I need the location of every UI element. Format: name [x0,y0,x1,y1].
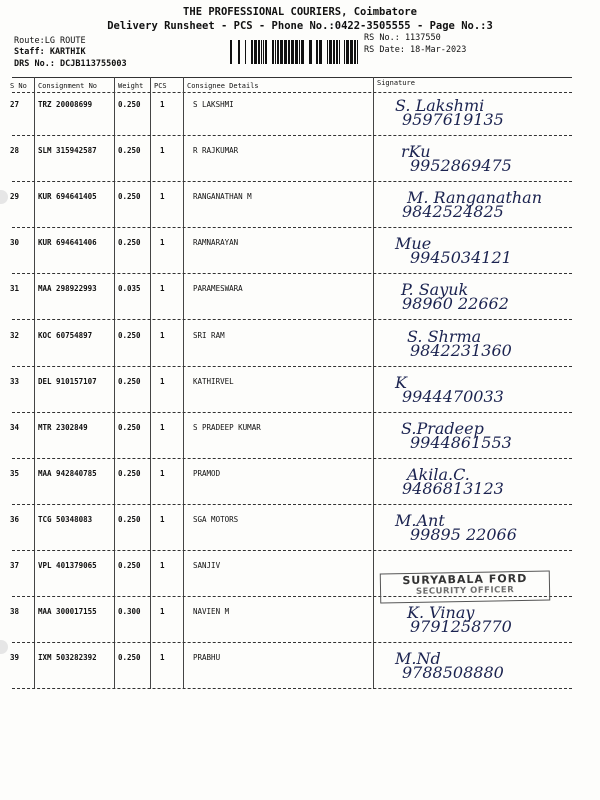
row-pcs: 1 [160,238,165,248]
row-consignee: SRI RAM [193,330,225,340]
row-signature-name: S. Shrma [407,326,482,346]
barcode-bar [284,40,287,64]
col-header-signature: Signature [377,79,415,87]
row-pcs: 1 [160,376,165,386]
row-consignment-no: TRZ 20008699 [38,100,93,109]
row-sno: 34 [10,422,20,432]
row-divider [12,366,572,367]
row-signature-name: Mue [395,234,432,254]
row-consignee: S LAKSHMI [193,100,234,109]
row-sno: 36 [10,514,20,524]
barcode-bar [316,40,318,64]
stamp-line1: SURYABALA FORD [402,571,528,588]
row-divider [12,688,572,689]
row-consignment-no: MAA 298922993 [38,284,97,294]
row-consignee: PARAMESWARA [193,284,243,294]
barcode-bar [251,40,253,64]
row-signature-phone: 99895 22066 [410,524,517,544]
row-sno: 29 [10,192,20,202]
punch-hole [0,190,8,204]
barcode-bar [277,40,279,64]
row-consignee: PRABHU [193,653,221,663]
drs-number: DRS No.: DCJB113755003 [14,59,127,69]
row-pcs: 1 [160,146,165,156]
staff-label: Staff: KARTHIK [14,47,86,57]
row-signature-name: K [395,372,407,392]
punch-hole [0,640,8,654]
row-pcs: 1 [160,468,165,478]
row-signature-phone: 9788508880 [402,663,504,683]
barcode-bar [336,40,338,64]
row-divider [12,642,572,643]
row-sno: 33 [10,376,20,386]
row-weight: 0.250 [118,330,141,340]
barcode-bar [263,40,264,64]
row-sno: 30 [10,238,20,248]
row-signature-phone: 9597619135 [402,110,504,129]
document-subtitle: Delivery Runsheet - PCS - Phone No.:0422-3505555 - Page No.:3 [107,20,493,32]
barcode-bar [309,40,312,64]
barcode-bar [299,40,300,64]
barcode-bar [275,40,276,64]
row-divider [12,412,572,413]
row-signature-name: M. Ranganathan [407,188,543,208]
barcode-bar [344,40,345,64]
row-sno: 35 [10,468,20,478]
row-consignee: SGA MOTORS [193,514,239,524]
barcode-bar [265,40,267,64]
row-signature-phone: 9944470033 [402,386,504,406]
row-pcs: 1 [160,100,165,109]
row-consignee: NAVIEN M [193,607,230,617]
row-sno: 27 [10,100,20,109]
row-divider [12,273,572,274]
row-signature-name: rKu [401,142,431,162]
row-divider [12,227,572,228]
row-signature-phone: 9842231360 [410,340,512,360]
barcode-bar [350,40,353,64]
barcode-bar [301,40,304,64]
row-consignment-no: MAA 942840785 [38,468,97,478]
row-signature-name: K. Vinay [407,603,475,623]
row-consignment-no: TCG 50348083 [38,514,93,524]
row-consignee: SANJIV [193,561,221,570]
barcode-bar [230,40,232,64]
row-consignment-no: KUR 694641406 [38,238,97,248]
row-pcs: 1 [160,192,165,202]
row-divider [12,319,572,320]
row-pcs: 1 [160,607,165,617]
barcode-bar [254,40,257,64]
barcode-bar [357,40,358,64]
row-consignment-no: IXM 503282392 [38,653,97,663]
barcode-bar [333,40,335,64]
barcode-bar [258,40,260,64]
col-header-pcs: PCS [154,82,167,90]
row-divider [12,135,572,136]
col-header-sno: S No [10,82,27,90]
row-signature-name: M.Nd [395,649,441,669]
row-weight: 0.250 [118,100,141,109]
row-weight: 0.300 [118,607,141,617]
row-consignee: RAMNARAYAN [193,238,239,248]
row-weight: 0.250 [118,238,141,248]
row-signature-name: M.Ant [395,510,445,530]
row-weight: 0.035 [118,284,141,294]
barcode-bar [319,40,322,64]
row-signature-phone: 98960 22662 [402,294,509,314]
document-title: THE PROFESSIONAL COURIERS, Coimbatore [183,6,417,18]
row-sno: 28 [10,146,20,156]
row-signature-phone: 9944861553 [410,432,512,452]
row-consignment-no: VPL 401379065 [38,561,97,570]
barcode-bar [280,40,283,64]
row-divider [12,458,572,459]
row-divider [12,181,572,182]
row-sno: 37 [10,561,20,570]
row-sno: 32 [10,330,20,340]
row-weight: 0.250 [118,468,141,478]
rs-date: RS Date: 18-Mar-2023 [364,45,467,55]
stamp-line2: SECURITY OFFICER [415,585,515,597]
row-consignee: R RAJKUMAR [193,146,239,156]
row-weight: 0.250 [118,192,141,202]
col-header-consignee: Consignee Details [187,82,259,90]
col-header-weight: Weight [118,82,144,90]
row-weight: 0.250 [118,653,141,663]
row-signature-phone: 9486813123 [402,478,504,498]
barcode-bar [272,40,274,64]
barcode-bar [288,40,290,64]
barcode-bar [354,40,356,64]
barcode-bar [238,40,240,64]
barcode-bar [261,40,262,64]
row-consignment-no: MAA 300017155 [38,607,97,617]
row-consignment-no: DEL 910157107 [38,376,97,386]
row-signature-name: S.Pradeep [401,418,484,438]
row-consignment-no: MTR 2302849 [38,422,88,432]
row-weight: 0.250 [118,146,141,156]
row-pcs: 1 [160,284,165,294]
security-stamp [380,571,550,604]
row-weight: 0.250 [118,561,141,570]
rs-number: RS No.: 1137550 [364,33,441,43]
row-signature-name: P. Sayuk [401,280,469,300]
row-consignee: KATHIRVEL [193,376,234,386]
row-pcs: 1 [160,330,165,340]
row-weight: 0.250 [118,376,141,386]
row-consignment-no: SLM 315942587 [38,146,97,156]
row-consignee: PRAMOD [193,468,221,478]
route-label: Route:LG ROUTE [14,36,86,46]
row-signature-name: S. Lakshmi [395,96,485,115]
barcode [230,40,358,64]
row-consignment-no: KOC 60754897 [38,330,93,340]
row-weight: 0.250 [118,422,141,432]
barcode-bar [346,40,349,64]
barcode-bar [327,40,328,64]
row-sno: 38 [10,607,20,617]
barcode-bar [291,40,294,64]
row-consignment-no: KUR 694641405 [38,192,97,202]
row-signature-phone: 9945034121 [410,248,512,268]
col-header-consignment: Consignment No [38,82,98,90]
barcode-bar [245,40,246,64]
barcode-bar [329,40,332,64]
row-sno: 39 [10,653,20,663]
row-pcs: 1 [160,653,165,663]
row-signature-name: Akila.C. [407,464,470,484]
barcode-bar [339,40,340,64]
row-pcs: 1 [160,422,165,432]
row-weight: 0.250 [118,514,141,524]
row-consignee: S PRADEEP KUMAR [193,422,261,432]
row-divider [12,504,572,505]
row-signature-phone: 9791258770 [410,617,512,637]
row-signature-phone: 9842524825 [402,202,504,222]
row-divider [12,550,572,551]
barcode-bar [295,40,298,64]
row-signature-phone: 9952869475 [410,156,512,176]
row-pcs: 1 [160,514,165,524]
row-pcs: 1 [160,561,165,570]
row-sno: 31 [10,284,20,294]
row-consignee: RANGANATHAN M [193,192,252,202]
